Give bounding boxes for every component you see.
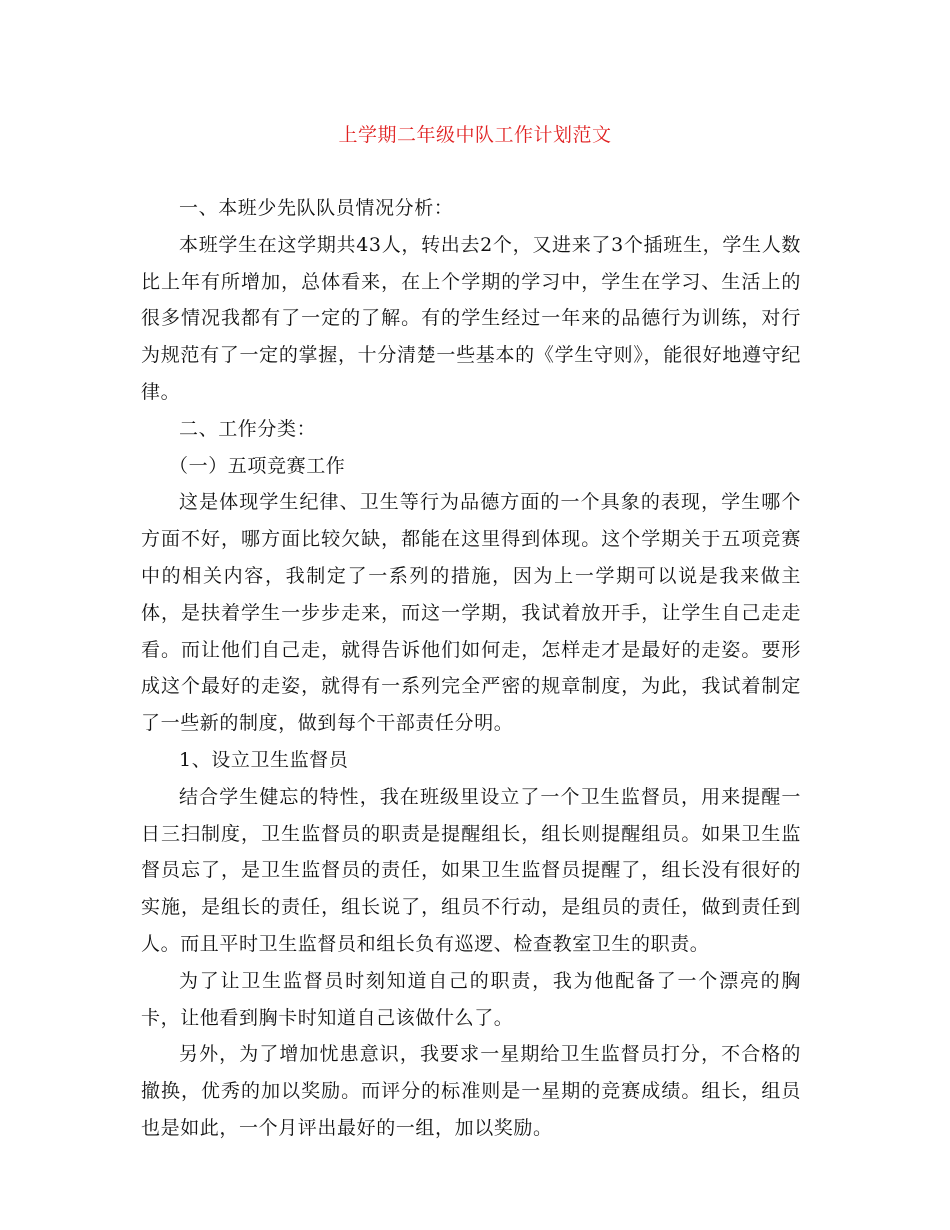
document-body <box>141 190 801 1147</box>
item-heading-1: 1、设立卫生监督员 <box>179 748 349 771</box>
section-heading-2: 二、工作分类： <box>179 417 317 440</box>
document-title: 上学期二年级中队工作计划范文 <box>338 124 612 146</box>
paragraph-badge: 为了让卫生监督员时刻知道自己的职责，我为他配备了一个漂亮的胸卡，让他看到胸卡时知道自己该做什么了。 <box>141 969 801 1029</box>
paragraph-scoring: 另外，为了增加忧患意识，我要求一星期给卫生监督员打分，不合格的撤换，优秀的加以奖励。而评分的标准则是一星期的竞赛成绩。组长，组员也是如此，一个月评出最好的一组，加以奖励。 <box>141 1043 801 1139</box>
paragraph-five-competitions: 这是体现学生纪律、卫生等行为品德方面的一个具象的表现，学生哪个方面不好，哪方面比较欠缺，都能在这里得到体现。这个学期关于五项竞赛中的相关内容，我制定了一系列的措施，因为上一学期可以说是我来做主体，是扶着学生一步步走来，而这一学期，我试着放开手，让学生自己走走看。而让他们自己走，就得告诉他们如何走，怎样走才是最好的走姿。要形成这个最好的走姿，就得有一系列完全严密的规章制度，为此，我试着制定了一些新的制度，做到每个干部责任分明。 <box>141 491 801 735</box>
paragraph-hygiene-supervisor: 结合学生健忘的特性，我在班级里设立了一个卫生监督员，用来提醒一日三扫制度，卫生监督员的职责是提醒组长，组长则提醒组员。如果卫生监督员忘了，是卫生监督员的责任，如果卫生监督员提醒了，组长没有很好的实施，是组长的责任，组长说了，组员不行动，是组员的责任，做到责任到人。而且平时卫生监督员和组长负有巡逻、检查教室卫生的职责。 <box>141 785 801 955</box>
section-heading-1: 一、本班少先队队员情况分析： <box>179 197 454 219</box>
subsection-heading-1: （一）五项竞赛工作 <box>169 454 346 477</box>
paragraph-class-analysis: 本班学生在这学期共43人，转出去2个，又进来了3个插班生，学生人数比上年有所增加，总体看来，在上个学期的学习中，学生在学习、生活上的很多情况我都有了一定的了解。有的学生经过一年来的品德行为训练，对行为规范有了一定的掌握，十分清楚一些基本的《学生守则》，能很好地遵守纪律。 <box>141 233 801 403</box>
